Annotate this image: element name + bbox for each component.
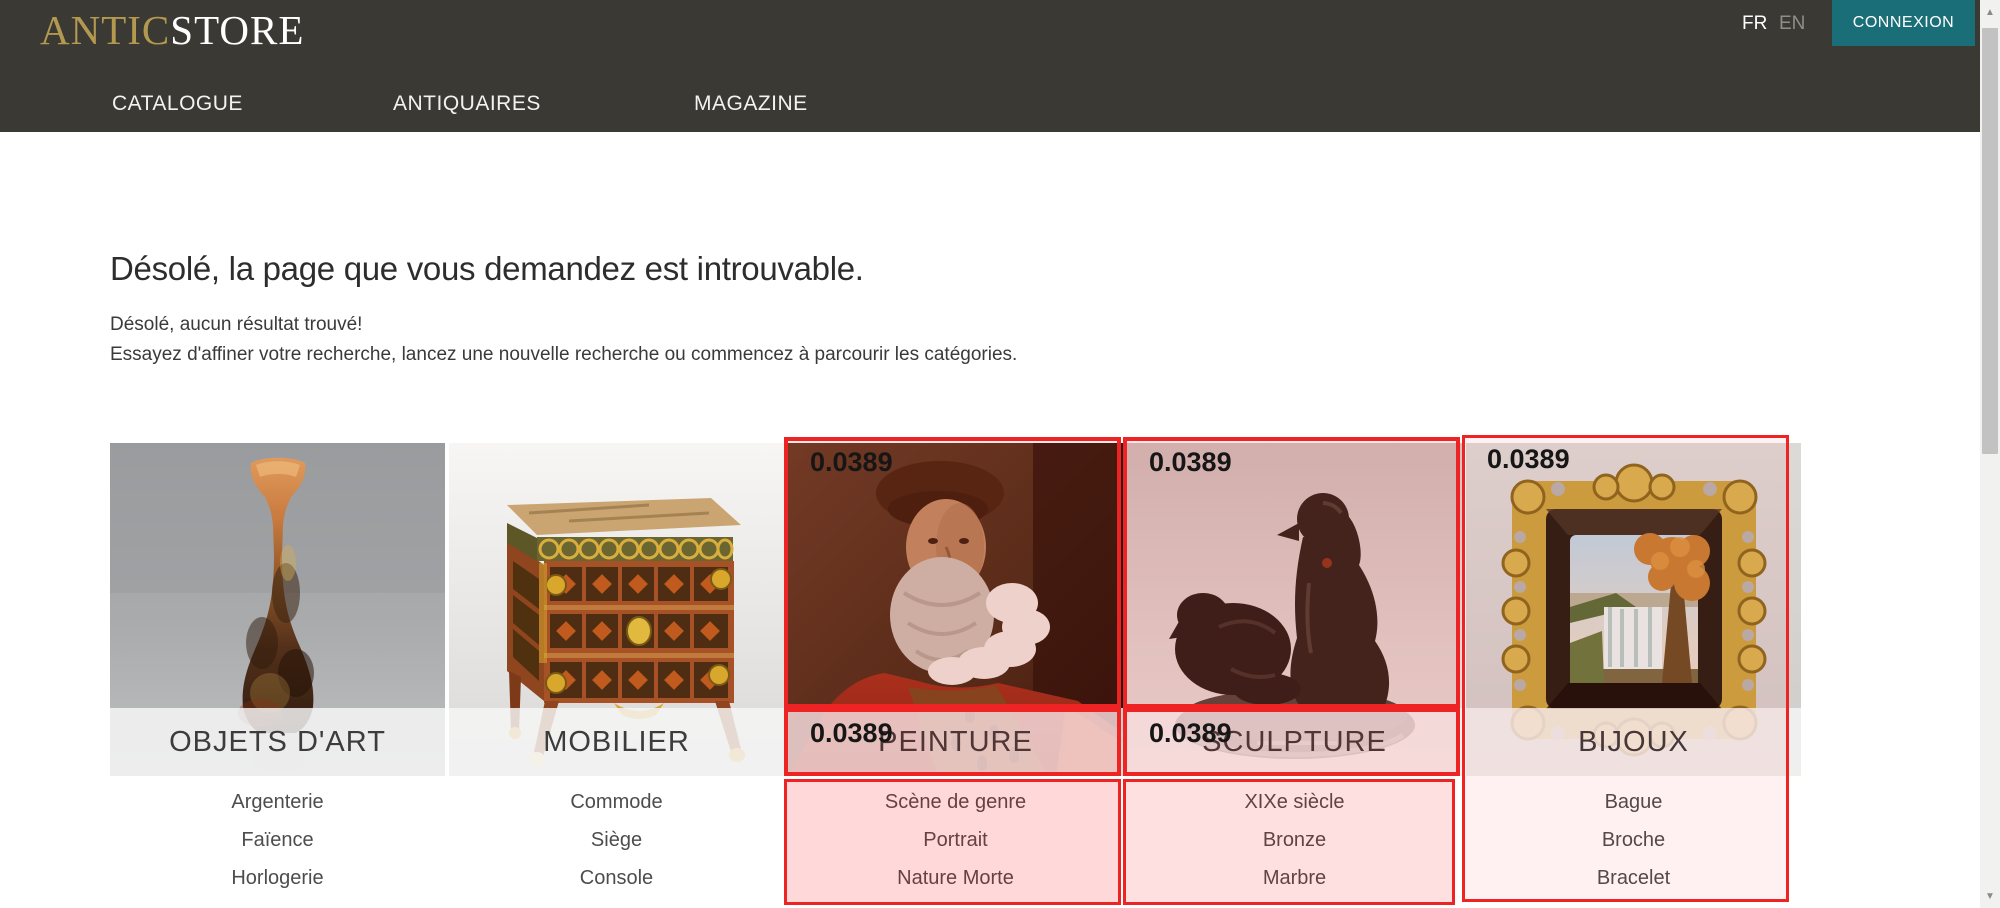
- link-horlogerie[interactable]: Horlogerie: [231, 867, 324, 889]
- link-faience[interactable]: Faïence: [241, 829, 314, 851]
- category-image-bijoux[interactable]: [1466, 443, 1801, 776]
- link-portrait[interactable]: Portrait: [923, 829, 988, 851]
- link-argenterie[interactable]: Argenterie: [231, 791, 324, 813]
- scrollbar-thumb[interactable]: [1982, 28, 1998, 454]
- detection-score-label: 0.0389: [1149, 718, 1232, 748]
- category-title-sculpture[interactable]: SCULPTURE: [1127, 708, 1462, 776]
- link-bronze[interactable]: Bronze: [1262, 829, 1327, 851]
- vertical-scrollbar[interactable]: [1980, 0, 2000, 908]
- page-title: Désolé, la page que vous demandez est introuvable.: [110, 250, 864, 287]
- header-bar: [0, 0, 1980, 132]
- nav-magazine[interactable]: MAGAZINE: [694, 92, 808, 115]
- link-marbre[interactable]: Marbre: [1262, 867, 1327, 889]
- link-bracelet[interactable]: Bracelet: [1596, 867, 1671, 889]
- link-commode[interactable]: Commode: [570, 791, 663, 813]
- link-broche[interactable]: Broche: [1601, 829, 1666, 851]
- logo-part-antic: ANTIC: [40, 7, 171, 53]
- link-xixe-siecle[interactable]: XIXe siècle: [1244, 791, 1345, 813]
- connexion-button[interactable]: CONNEXION: [1832, 0, 1975, 46]
- nav-catalogue[interactable]: CATALOGUE: [112, 92, 243, 115]
- language-fr[interactable]: FR: [1742, 13, 1768, 34]
- category-image-mobilier[interactable]: [449, 443, 784, 776]
- category-image-peinture[interactable]: [788, 443, 1123, 776]
- category-card-bijoux: [1466, 443, 1801, 897]
- detection-score-label: 0.0389: [1487, 444, 1570, 474]
- category-card-peinture: [788, 443, 1123, 897]
- error-line-1: Désolé, aucun résultat trouvé!: [110, 314, 363, 335]
- logo-part-store: STORE: [170, 7, 305, 53]
- link-scene-de-genre[interactable]: Scène de genre: [884, 791, 1027, 813]
- category-title-bijoux[interactable]: BIJOUX: [1466, 708, 1801, 776]
- category-card-sculpture: [1127, 443, 1462, 897]
- nav-antiquaires[interactable]: ANTIQUAIRES: [393, 92, 541, 115]
- detection-score-label: 0.0389: [810, 447, 893, 477]
- category-image-sculpture[interactable]: [1127, 443, 1462, 776]
- link-nature-morte[interactable]: Nature Morte: [897, 867, 1014, 889]
- anticstore-logo[interactable]: [40, 6, 304, 54]
- category-card-mobilier: [449, 443, 784, 897]
- detection-score-label: 0.0389: [1149, 447, 1232, 477]
- scroll-up-arrow-icon[interactable]: ▲: [1985, 6, 1995, 18]
- language-en[interactable]: EN: [1779, 13, 1806, 34]
- detection-score-label: 0.0389: [810, 718, 893, 748]
- scroll-down-arrow-icon[interactable]: ▼: [1985, 890, 1995, 902]
- error-line-2: Essayez d'affiner votre recherche, lancez une nouvelle recherche ou commencez à parcourir les catégories.: [110, 344, 1018, 365]
- link-console[interactable]: Console: [579, 867, 654, 889]
- category-card-objets-dart: [110, 443, 445, 897]
- category-image-objets-dart[interactable]: [110, 443, 445, 776]
- category-title-peinture[interactable]: PEINTURE: [788, 708, 1123, 776]
- link-siege[interactable]: Siège: [590, 829, 643, 851]
- category-title-objets-dart[interactable]: OBJETS D'ART: [110, 708, 445, 776]
- category-title-mobilier[interactable]: MOBILIER: [449, 708, 784, 776]
- link-bague[interactable]: Bague: [1604, 791, 1663, 813]
